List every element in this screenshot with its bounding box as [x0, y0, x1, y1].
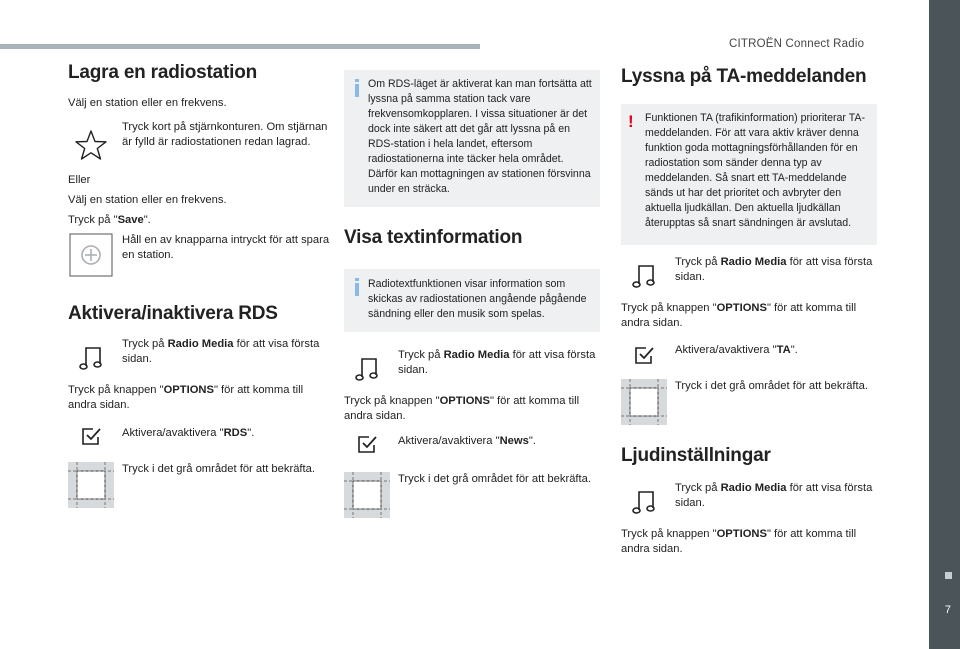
- warning-note-ta: ! Funktionen TA (trafikinformation) prioriterar TA-meddelanden. För att vara aktiv kräver denna funktion goda mottagningsförhållanden för en radiostation som sänder denna typ av meddelanden. Så snart ett TA-meddelande sänds ut har det prioritet och avbryter den aktuella ljudkällan. Den aktuella ljudkällan återupptas så snart sändningen är avslutad.: [621, 104, 877, 245]
- instruction-toggle-rds: [68, 426, 330, 446]
- instruction-toggle-ta: [621, 343, 877, 365]
- grey-area-icon: [344, 472, 390, 518]
- music-note-icon: [632, 263, 656, 289]
- instruction-toggle-news: [344, 434, 600, 454]
- music-note-icon: [632, 489, 656, 515]
- instruction-radio-media: [68, 337, 330, 371]
- section-title-rds: Aktivera/inaktivera RDS: [68, 303, 278, 324]
- instruction-radio-media: [621, 481, 877, 515]
- paragraph-or: Eller: [68, 174, 91, 186]
- instruction-text: Tryck i det grå området för att bekräfta.: [122, 463, 315, 475]
- top-divider-bar: [0, 44, 480, 49]
- grey-area-icon: [68, 462, 114, 508]
- section-title-text-info: Visa textinformation: [344, 227, 523, 248]
- instruction-text: Tryck på Radio Media för att visa första sidan.: [398, 349, 596, 376]
- paragraph-options: Tryck på knappen "OPTIONS" för att komma till andra sidan.: [344, 395, 580, 422]
- instruction-text: Aktivera/avaktivera "TA".: [675, 344, 798, 356]
- instruction-grey-area: [344, 472, 600, 518]
- brand-header: CITROËN Connect Radio: [729, 38, 865, 50]
- paragraph: Välj en station eller en frekvens.: [68, 97, 227, 109]
- instruction-text: Tryck på Radio Media för att visa första sidan.: [675, 256, 873, 283]
- instruction-text: Aktivera/avaktivera "RDS".: [122, 427, 255, 439]
- plus-circle-icon: [69, 233, 113, 277]
- page-sidebar: [929, 0, 960, 649]
- paragraph: Välj en station eller en frekvens.: [68, 194, 227, 206]
- info-note-radiotext: Radiotextfunktionen visar information som skickas av radiostationen angående pågående sändning eller den musik som spelas.: [344, 269, 600, 332]
- instruction-grey-area: [621, 379, 877, 425]
- music-note-icon: [79, 345, 103, 371]
- checkbox-icon: [633, 345, 655, 365]
- instruction-radio-media: [344, 348, 600, 382]
- instruction-hold: [68, 233, 330, 277]
- section-title-ta: Lyssna på TA-meddelanden: [621, 66, 867, 87]
- page-number: 7: [944, 604, 951, 616]
- page-marker: [945, 572, 952, 579]
- instruction-text: Tryck på Radio Media för att visa första sidan.: [122, 338, 320, 365]
- column-3: [621, 66, 877, 557]
- info-note-rds: Om RDS-läget är aktiverat kan man fortsätta att lyssna på samma station tack vare frekvensomkopplaren. I vissa situationer är det dock inte säkert att det går att lyssna på en RDS-station i hela landet, eftersom radiostationerna inte täcker hela området. Därför kan mottagningen av stationen försvinna under en sträcka.: [344, 70, 600, 207]
- info-icon: [352, 278, 362, 296]
- instruction-text: Tryck i det grå området för att bekräfta.: [675, 380, 868, 392]
- instruction-text: Tryck kort på stjärnkonturen. Om stjärnan är fylld är radiostationen redan lagrad.: [122, 121, 328, 148]
- info-icon: [352, 79, 362, 97]
- music-note-icon: [355, 356, 379, 382]
- checkbox-icon: [356, 434, 378, 454]
- star-outline-icon: [74, 129, 108, 161]
- instruction-text: Tryck i det grå området för att bekräfta.: [398, 473, 591, 485]
- paragraph-press-save: Tryck på "Save".: [68, 214, 151, 226]
- instruction-grey-area: [68, 462, 330, 508]
- paragraph-options: Tryck på knappen "OPTIONS" för att komma till andra sidan.: [621, 302, 857, 329]
- warning-icon: !: [628, 112, 634, 131]
- section-title-sound-settings: Ljudinställningar: [621, 445, 771, 466]
- instruction-text: Håll en av knapparna intryckt för att spara en station.: [122, 234, 330, 261]
- instruction-text: Aktivera/avaktivera "News".: [398, 435, 536, 447]
- checkbox-icon: [80, 426, 102, 446]
- grey-area-icon: [621, 379, 667, 425]
- column-1: [68, 62, 330, 508]
- paragraph-options: Tryck på knappen "OPTIONS" för att komma till andra sidan.: [68, 384, 304, 411]
- instruction-star: [68, 120, 330, 161]
- instruction-text: Tryck på Radio Media för att visa första sidan.: [675, 482, 873, 509]
- paragraph-options: Tryck på knappen "OPTIONS" för att komma till andra sidan.: [621, 528, 857, 555]
- column-2: [344, 70, 600, 518]
- instruction-radio-media: [621, 255, 877, 289]
- section-title-store-station: Lagra en radiostation: [68, 62, 258, 83]
- save-label: Save: [117, 214, 144, 226]
